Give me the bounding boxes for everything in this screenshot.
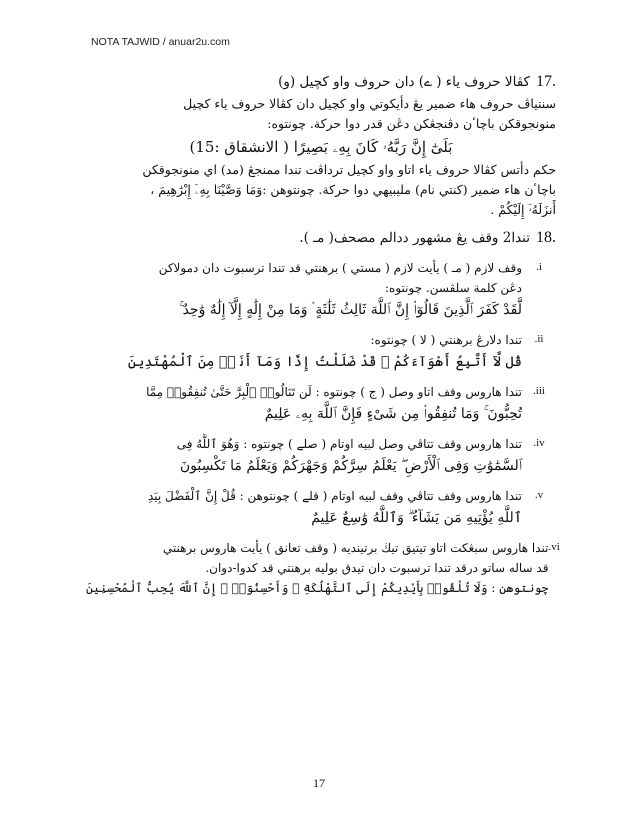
quran-example: لَّقَدْ كَفَرَ ٱلَّذِينَ قَالُوٓا۟ إِنَّ ٱللَّهَ ثَالِثُ ثَلَٰثَةٍ ۘ وَمَا مِنْ إِلَٰهٍ إِلَّآ إِلَٰهٌ وَٰحِدٌ ۚ — [179, 302, 522, 318]
text-line: باچاٴن هاء ضمير (كنتي نام) مليبيهي دوا حركة. چونتوهن :وَمَا وَصَّيْنَا بِهِۦٓ إِبْرَٰهِيمَ ، — [150, 182, 556, 197]
section-17 — [86, 70, 556, 220]
text-line: قد ساله ساتو درقد تندا ترسبوت دان تيدق بوليه برهنتي قد كدوا-دوان. — [205, 561, 549, 575]
list-item — [86, 382, 556, 426]
section-number: .18 — [536, 229, 556, 246]
list-item — [86, 330, 556, 374]
list-marker: .iii — [533, 385, 545, 397]
list-marker: .ii — [534, 333, 544, 345]
list-marker: .iv — [533, 437, 545, 449]
text-line: سنتياڤ حروف هاء ضمير يڠ دأيكوتي واو كچيل دان كڤالا حروف ياء كچيل — [183, 96, 556, 111]
list-item — [86, 538, 560, 598]
section-17-heading — [86, 70, 556, 94]
text-line: وقف لازم ( مـ ) يأيت لازم ( مستي ) برهنتي قد تندا ترسبوت دان دمولاكن — [158, 261, 522, 275]
text-line: منونجوقكن باچاٴن دڤنجڠكن دڠن قدر دوا حركة. چونتوه: — [267, 116, 556, 131]
section-number: .17 — [536, 73, 556, 90]
quran-example: أَنزَلَهُۥٓ إِلَيْكُمْ . — [490, 202, 556, 217]
list-item — [86, 258, 556, 322]
text-line: تندا هاروس وقف اتاو وصل ( ج ) چونتوه : لَن تَنَالُوا۟ ٱلْبِرَّ حَتَّىٰ تُنفِقُوا۟ مِمَّا — [146, 385, 522, 399]
text-line: تندا هاروس سبڠكت اتاو تيتيق تيڬ برتينديه ( وقف تعانق ) يأيت هاروس برهنتي — [162, 541, 549, 555]
section-18-heading — [86, 226, 556, 250]
text-line: تندا دلارڠ برهنتي ( لا ) چونتوه: — [370, 333, 522, 347]
text-line: حكم دأتس كڤالا حروف ياء اتاو واو كچيل ترداڤت تندا ممنجڠ (مد) اي منونجوقكن — [142, 162, 556, 177]
text-line: تندا هاروس وقف تتاڤي وصل لبيه اوتام ( صلے ) چونتوه : وَهُوَ ٱللَّهُ فِى — [176, 437, 522, 451]
text-line: دڠن كلمة سلڤسن. چونتوه: — [385, 281, 522, 295]
page-number: 17 — [313, 776, 325, 790]
list-marker: .vi — [548, 541, 560, 553]
section-18 — [86, 226, 560, 598]
quran-example: تُحِبُّونَ ۚ وَمَا تُنفِقُوا۟ مِن شَىْءٍ فَإِنَّ ٱللَّهَ بِهِۦ عَلِيمٌ — [264, 406, 522, 422]
quran-example: قُل لَّآ أَتَّبِعُ أَهْوَآءَكُمْ ۙ قَدْ ضَلَلْتُ إِذًا وَمَآ أَنَا۠ مِنَ ٱلْمُهْتَدِينَ — [127, 354, 522, 370]
section-title: تندا2 وقف يڠ مشهور ددالم مصحف( مـ ). — [299, 230, 530, 246]
section-title: كڤالا حروف ياء ( ے) دان حروف واو كچيل (و) — [278, 74, 530, 90]
quran-example: ٱلسَّمَٰوَٰتِ وَفِى ٱلْأَرْضِ ۖ يَعْلَمُ سِرَّكُمْ وَجَهْرَكُمْ وَيَعْلَمُ مَا تَكْسِبُونَ — [179, 458, 522, 474]
quran-example: بَلَىٰٓ إِنَّ رَبَّهُۥ كَانَ بِهِۦ بَصِيرًا ( الانشقاق :15) — [189, 138, 453, 156]
text-line: چونتوهن : وَلَا تُلْقُوا۟ بِأَيْدِيكُمْ إِلَى ٱلتَّهْلُكَةِ ۛ وَأَحْسِنُوٓا۟ ۛ إِنَّ ٱللَّهَ يُحِبُّ ٱلْمُحْسِنِينَ — [86, 581, 549, 595]
list-marker: .v — [534, 489, 544, 501]
page-content — [86, 70, 560, 598]
list-item — [86, 486, 556, 530]
list-marker: .i — [536, 261, 542, 273]
list-item — [86, 434, 556, 478]
quran-example: ٱللَّهِ يُؤْتِيهِ مَن يَشَآءُ ۗ وَٱللَّهُ وَٰسِعٌ عَلِيمٌ — [311, 510, 522, 526]
document-header: NOTA TAJWID / anuar2u.com — [91, 36, 230, 48]
text-line: تندا هاروس وقف تتاڤي وقف لبيه اوتام ( قلے ) چونتوهن : قُلْ إِنَّ ٱلْفَضْلَ بِيَدِ — [147, 489, 522, 503]
